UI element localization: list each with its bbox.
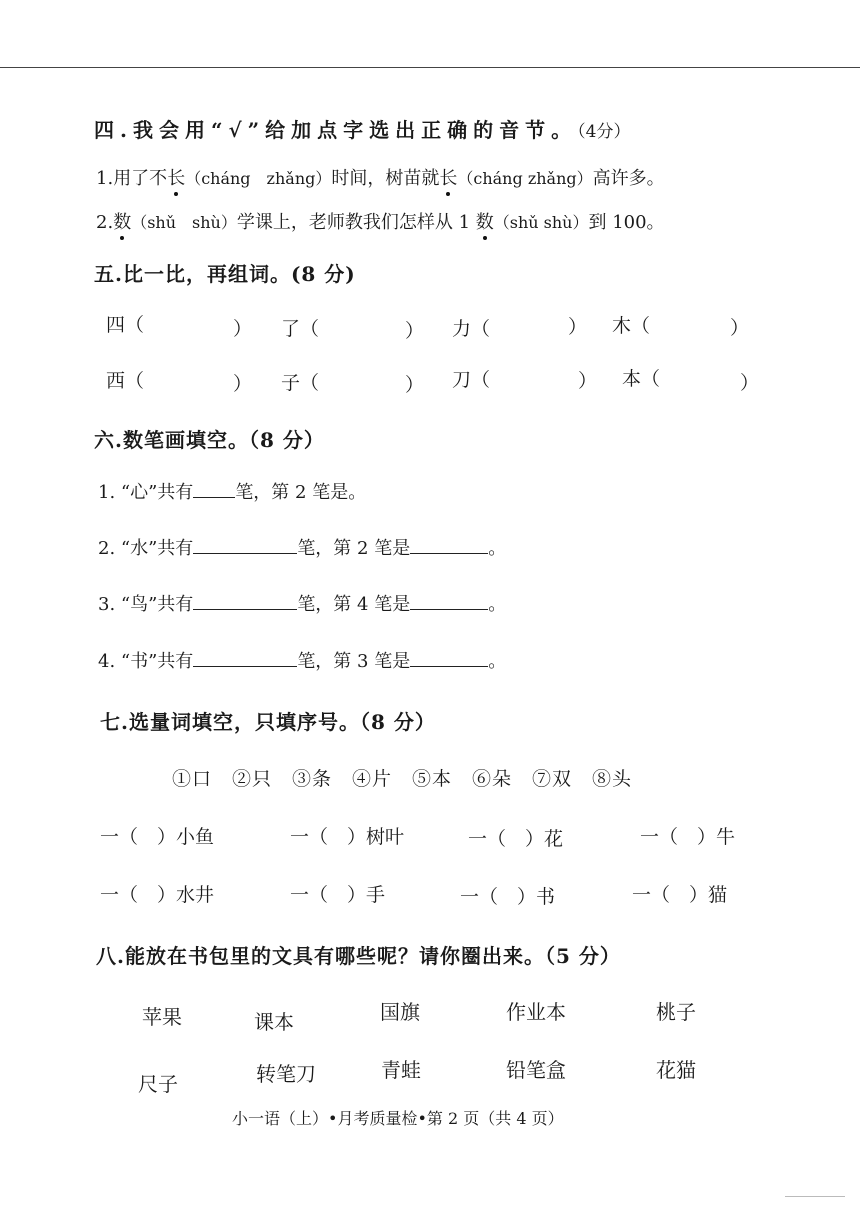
word-prompt: 了（ bbox=[281, 318, 320, 340]
word-prompt: 四（ bbox=[106, 314, 145, 336]
dotted-char: 长 bbox=[167, 164, 185, 190]
paren-close: ） bbox=[568, 316, 588, 338]
dotted-char: 数 bbox=[113, 208, 131, 234]
stroke-question: 3. “鸟”共有 笔，第 4 笔是 。 bbox=[98, 590, 506, 616]
measure-word-item[interactable]: 一（ ）花 bbox=[468, 828, 564, 850]
measure-word-item[interactable]: 一（ ）小鱼 bbox=[100, 826, 215, 848]
paren-close: ） bbox=[730, 317, 750, 339]
word-option[interactable]: 铅笔盒 bbox=[506, 1058, 566, 1082]
section4-question-2: 2.数（shǔ shù）学课上，老师教我们怎样从 1 数（shǔ shù）到 100。 bbox=[96, 208, 665, 234]
section4-question-1: 1.用了不长（cháng zhǎng）时间，树苗就长（cháng zhǎng）高许多。 bbox=[96, 164, 665, 190]
pinyin-choice[interactable]: （cháng zhǎng） bbox=[457, 169, 593, 188]
top-rule bbox=[0, 67, 860, 68]
word-option[interactable]: 作业本 bbox=[506, 1000, 566, 1024]
measure-word-item[interactable]: 一（ ）牛 bbox=[640, 826, 736, 848]
answer-blank[interactable] bbox=[410, 591, 488, 610]
word-prompt: 力（ bbox=[452, 318, 491, 340]
scan-mark bbox=[785, 1196, 845, 1197]
word-option[interactable]: 桃子 bbox=[656, 1000, 696, 1024]
word-option[interactable]: 花猫 bbox=[656, 1058, 696, 1082]
word-option[interactable]: 尺子 bbox=[138, 1072, 178, 1096]
word-option[interactable]: 青蛙 bbox=[381, 1058, 421, 1082]
answer-blank[interactable] bbox=[410, 535, 488, 554]
dotted-char: 数 bbox=[476, 208, 494, 234]
section4-score: （4分） bbox=[577, 122, 631, 142]
section8-title: 八.能放在书包里的文具有哪些呢？请你圈出来。（5 分） bbox=[96, 944, 621, 968]
paren-close: ） bbox=[405, 374, 425, 396]
word-option[interactable]: 转笔刀 bbox=[256, 1062, 316, 1086]
stroke-question: 2. “水”共有 笔，第 2 笔是 。 bbox=[98, 534, 506, 560]
word-prompt: 西（ bbox=[106, 370, 145, 392]
measure-word-item[interactable]: 一（ ）树叶 bbox=[290, 826, 405, 848]
answer-blank[interactable] bbox=[193, 479, 235, 498]
pinyin-choice[interactable]: （shǔ shù） bbox=[131, 213, 237, 232]
answer-blank[interactable] bbox=[410, 648, 488, 667]
measure-word-item[interactable]: 一（ ）手 bbox=[290, 884, 386, 906]
word-option[interactable]: 课本 bbox=[254, 1010, 294, 1034]
section6-title: 六.数笔画填空。（8 分） bbox=[94, 428, 325, 452]
word-option[interactable]: 苹果 bbox=[142, 1005, 182, 1029]
paren-close: ） bbox=[233, 373, 253, 395]
answer-blank[interactable] bbox=[193, 591, 297, 610]
word-prompt: 本（ bbox=[622, 368, 661, 390]
paren-close: ） bbox=[405, 320, 425, 342]
word-prompt: 刀（ bbox=[452, 369, 491, 391]
paren-close: ） bbox=[233, 318, 253, 340]
section4-title: 四.我会用“√”给加点字选出正确的音节。（4分） bbox=[94, 118, 631, 142]
dotted-char: 长 bbox=[439, 164, 457, 190]
measure-word-item[interactable]: 一（ ）水井 bbox=[100, 884, 215, 906]
answer-blank[interactable] bbox=[193, 648, 297, 667]
word-prompt: 子（ bbox=[281, 372, 320, 394]
page-footer: 小一语（上）•月考质量检•第 2 页（共 4 页） bbox=[232, 1109, 564, 1128]
paren-close: ） bbox=[740, 372, 760, 394]
paren-close: ） bbox=[578, 370, 598, 392]
answer-blank[interactable] bbox=[193, 535, 297, 554]
word-option[interactable]: 国旗 bbox=[380, 1000, 420, 1024]
measure-word-options: ①口 ②只 ③条 ④片 ⑤本 ⑥朵 ⑦双 ⑧头 bbox=[172, 768, 633, 790]
word-prompt: 木（ bbox=[612, 315, 651, 337]
stroke-question: 1. “心”共有 笔，第 2 笔是。 bbox=[98, 478, 366, 504]
section5-title: 五.比一比，再组词。(8 分) bbox=[94, 262, 356, 286]
section7-title: 七.选量词填空，只填序号。（8 分） bbox=[100, 710, 436, 734]
measure-word-item[interactable]: 一（ ）书 bbox=[460, 886, 556, 908]
stroke-question: 4. “书”共有 笔，第 3 笔是 。 bbox=[98, 647, 506, 673]
pinyin-choice[interactable]: （cháng zhǎng） bbox=[185, 169, 332, 188]
measure-word-item[interactable]: 一（ ）猫 bbox=[632, 884, 728, 906]
pinyin-choice[interactable]: （shǔ shù） bbox=[493, 213, 589, 232]
